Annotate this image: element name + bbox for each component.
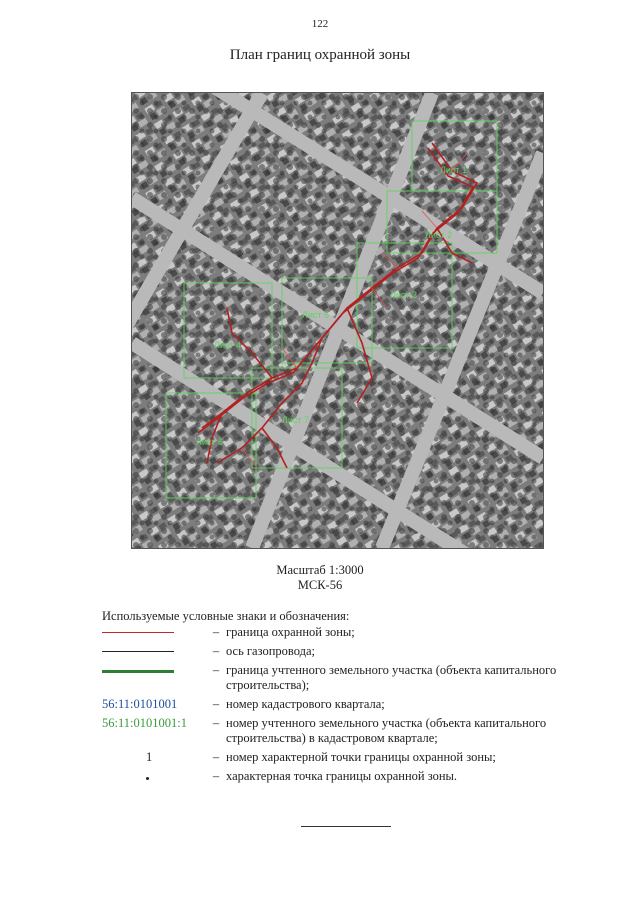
legend-description: ось газопровода; [226, 644, 316, 658]
legend-dash: – [212, 697, 220, 711]
legend-item [102, 716, 602, 746]
sheet-label: Лист 6 [196, 437, 224, 447]
legend-item [102, 625, 602, 640]
legend-title: Используемые условные знаки и обозначения: [102, 609, 350, 623]
legend-item [102, 769, 602, 784]
legend-item [102, 750, 602, 765]
legend-description: граница учтенного земельного участка (объекта капитального строительства); [226, 663, 557, 692]
coordinate-system: МСК-56 [297, 578, 343, 592]
legend-dash: – [212, 663, 220, 677]
legend-description: номер характерной точки границы охранной зоны; [226, 750, 496, 764]
legend-item [102, 663, 602, 693]
sheet-label: Лист 7 [282, 415, 310, 425]
legend-symbol [102, 697, 206, 712]
legend-item [102, 697, 602, 712]
legend-item [102, 644, 602, 659]
legend-description: граница охранной зоны; [226, 625, 355, 639]
legend-dash: – [212, 750, 220, 764]
legend-sample-text: 1 [146, 750, 153, 764]
legend-line-sample [102, 651, 174, 652]
sheet-label: Лист 2 [425, 230, 453, 240]
legend-point-dot [146, 777, 149, 780]
legend-symbol [102, 663, 206, 678]
legend-description: характерная точка границы охранной зоны. [226, 769, 458, 783]
scale-block [0, 563, 640, 593]
legend-description: номер учтенного земельного участка (объекта капитального строительства) в кадастровом квартале; [226, 716, 547, 745]
legend-dash: – [212, 644, 220, 658]
legend-symbol [102, 769, 206, 784]
map-canvas [132, 93, 543, 548]
legend-dash: – [212, 625, 220, 639]
sheet-label: Лист 4 [214, 340, 242, 350]
sheet-label: Лист 3 [390, 290, 418, 300]
legend-sample-text: 56:11:0101001 [102, 697, 178, 711]
legend-line-sample [102, 670, 174, 673]
legend [102, 625, 602, 788]
page-title: План границ охранной зоны [229, 47, 411, 63]
legend-sample-text: 56:11:0101001:1 [102, 716, 187, 730]
legend-dash: – [212, 769, 220, 783]
legend-symbol [102, 625, 206, 640]
aerial-map [131, 92, 544, 549]
legend-symbol [102, 750, 206, 765]
sheet-label: Лист 5 [302, 310, 330, 320]
legend-dash: – [212, 716, 220, 730]
bottom-rule [301, 826, 391, 827]
legend-description: номер кадастрового квартала; [226, 697, 385, 711]
legend-symbol [102, 644, 206, 659]
page-number: 122 [311, 18, 329, 30]
legend-line-sample [102, 632, 174, 633]
legend-symbol [102, 716, 206, 731]
sheet-label: Лист 1 [440, 165, 468, 175]
scale-text: Масштаб 1:3000 [276, 563, 364, 577]
